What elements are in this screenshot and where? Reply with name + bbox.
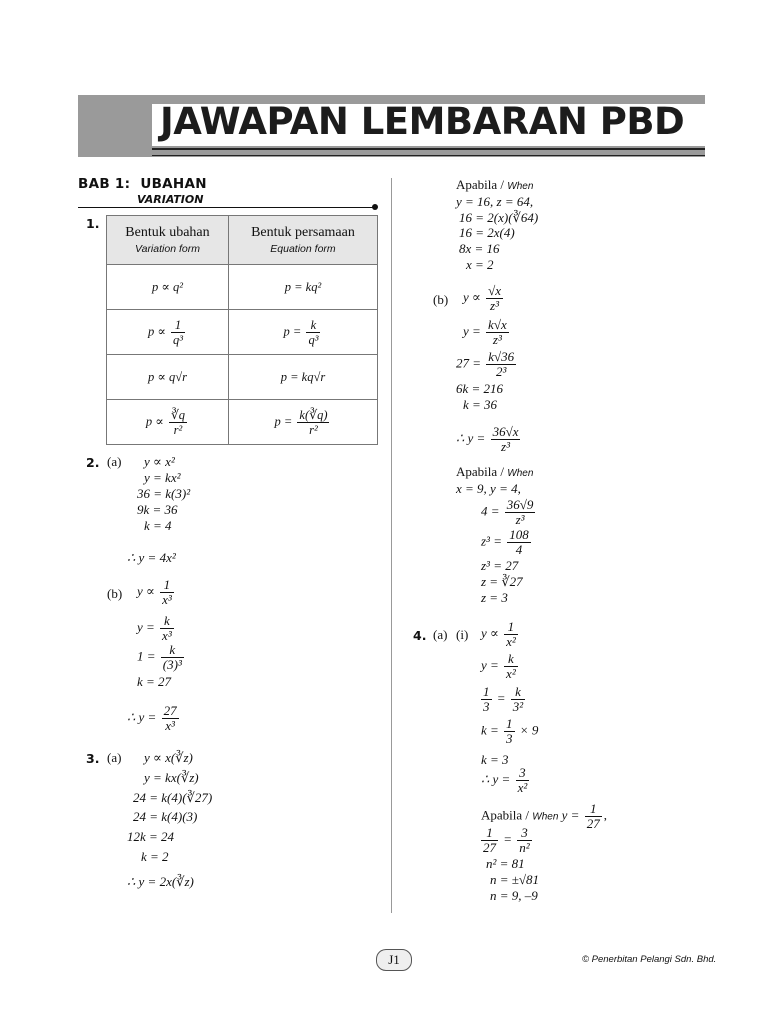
working-line: 6k = 216 <box>456 381 504 396</box>
part-label-2b: (b) <box>107 586 123 601</box>
part-label-4ai: (i) <box>456 627 469 642</box>
working-line: 16 = 2x(4) <box>459 225 515 240</box>
chapter-rule <box>78 207 374 208</box>
table-header-variation-form: Bentuk ubahan Variation form <box>107 216 229 265</box>
table-cell-equation: p = kq² <box>228 265 377 310</box>
question-number-4: 4. <box>413 628 427 643</box>
working-line: y = $\frac{k}{\text{x³}}$ <box>137 613 172 643</box>
variation-table <box>106 215 378 445</box>
working-line: 36 = k(3)² <box>137 486 191 501</box>
working-line: $\frac{1}{3}$ = $\frac{k}{\text{3²}}$ <box>483 684 524 714</box>
chapter-label: BAB 1: <box>78 176 131 192</box>
part-label-3a: (a) <box>107 750 122 765</box>
working-line: n² = 81 <box>486 856 525 871</box>
table-cell-variation: p ∝ q² <box>107 265 229 310</box>
result-line: ∴ y = $\frac{27}{\text{x³}}$ <box>127 703 177 733</box>
table-row <box>107 310 378 355</box>
working-line: k = 4 <box>144 518 172 533</box>
working-line: 9k = 36 <box>137 502 178 517</box>
question-number-1: 1. <box>86 216 100 231</box>
header-rule-thin <box>152 155 705 156</box>
working-line: y = kx(∛z) <box>144 770 199 785</box>
fraction: $\frac{k}{\text{q³}}$ <box>308 317 319 347</box>
working-line: n = 9, –9 <box>490 888 538 903</box>
fraction: $\frac{k(∛q)}{\text{r²}}$ <box>299 407 328 437</box>
table-row <box>107 265 378 310</box>
copyright-notice: © Penerbitan Pelangi Sdn. Bhd. <box>582 954 717 965</box>
table-cell-variation: p ∝ $\frac{∛q}{\text{r²}}$ <box>107 400 229 445</box>
working-line: 24 = k(4)(3) <box>133 809 198 824</box>
result-line: ∴ y = $\frac{36√x}{\text{z³}}$ <box>456 424 519 454</box>
working-line: 16 = 2(x)(∛64) <box>459 210 539 225</box>
question-number-2: 2. <box>86 455 100 470</box>
working-line: x = 9, y = 4, <box>456 481 521 496</box>
result-line: ∴ y = 2x(∛z) <box>127 874 194 889</box>
table-row <box>107 355 378 400</box>
working-line: k = 27 <box>137 674 172 689</box>
working-line: k = $\frac{1}{3}$ × 9 <box>481 716 539 746</box>
working-line: y ∝ $\frac{√x}{\text{z³}}$ <box>463 283 501 313</box>
working-line: z³ = $\frac{108}{4}$ <box>481 527 529 557</box>
page-number-badge: J1 <box>376 949 412 971</box>
working-line: x = 2 <box>466 257 494 272</box>
table-row <box>107 400 378 445</box>
part-label-3b: (b) <box>433 292 449 307</box>
table-header-equation-form: Bentuk persamaan Equation form <box>228 216 377 265</box>
working-line: y = 16, z = 64, <box>456 194 534 209</box>
working-line: z = 3 <box>481 590 508 605</box>
working-line: k = 3 <box>481 752 509 767</box>
when-label: Apabila / When <box>456 464 534 479</box>
working-line: 1 = $\frac{k}{\text{(3)³}}$ <box>137 642 182 672</box>
working-line: 12k = 24 <box>127 829 175 844</box>
working-line: z = ∛27 <box>481 574 523 589</box>
header-rule <box>152 148 705 150</box>
working-line: y ∝ x² <box>144 454 175 469</box>
column-divider <box>391 178 392 913</box>
working-line: y ∝ $\frac{1}{\text{x²}}$ <box>481 619 516 649</box>
working-line: y = $\frac{k}{\text{x²}}$ <box>481 651 516 681</box>
chapter-title: UBAHAN <box>140 176 207 192</box>
working-line: n = ±√81 <box>490 872 540 887</box>
table-cell-equation: p = $\frac{k(∛q)}{\text{r²}}$ <box>228 400 377 445</box>
working-line: 24 = k(4)(∛27) <box>133 790 213 805</box>
question-number-3: 3. <box>86 751 100 766</box>
page-title: JAWAPAN LEMBARAN PBD <box>160 100 685 143</box>
working-line: 27 = $\frac{k√36}{\text{2³}}$ <box>456 349 515 379</box>
working-line: k = 2 <box>141 849 169 864</box>
table-cell-equation: p = $\frac{k}{\text{q³}}$ <box>228 310 377 355</box>
table-cell-variation: p ∝ q√r <box>107 355 229 400</box>
table-cell-equation: p = kq√r <box>228 355 377 400</box>
when-label: Apabila / When <box>456 177 534 192</box>
working-line: 8x = 16 <box>459 241 500 256</box>
table-cell-variation: p ∝ $\frac{1}{\text{q³}}$ <box>107 310 229 355</box>
working-line: $\frac{1}{27}$ = $\frac{3}{\text{n²}}$ <box>483 825 530 855</box>
working-line: z³ = 27 <box>481 558 519 573</box>
working-line: y ∝ x(∛z) <box>144 750 193 765</box>
chapter-heading <box>78 176 207 192</box>
result-line: ∴ y = 4x² <box>127 550 176 565</box>
working-line: k = 36 <box>463 397 498 412</box>
chapter-title-en: VARIATION <box>137 193 204 206</box>
chapter-rule-dot <box>372 204 378 210</box>
fraction: $\frac{∛q}{\text{r²}}$ <box>170 407 186 437</box>
working-line: y = $\frac{k√x}{\text{z³}}$ <box>463 317 507 347</box>
working-line: y = kx² <box>144 470 181 485</box>
result-line: ∴ y = $\frac{3}{\text{x²}}$ <box>481 765 528 795</box>
part-label-2a: (a) <box>107 454 122 469</box>
part-label-4a: (a) <box>433 627 448 642</box>
when-label: Apabila / When y = $\frac{1}{27}$ , <box>481 801 607 831</box>
working-line: 4 = $\frac{36√9}{\text{z³}}$ <box>481 497 534 527</box>
working-line: y ∝ $\frac{1}{\text{x³}}$ <box>137 577 172 607</box>
fraction: $\frac{1}{\text{q³}}$ <box>172 317 183 347</box>
